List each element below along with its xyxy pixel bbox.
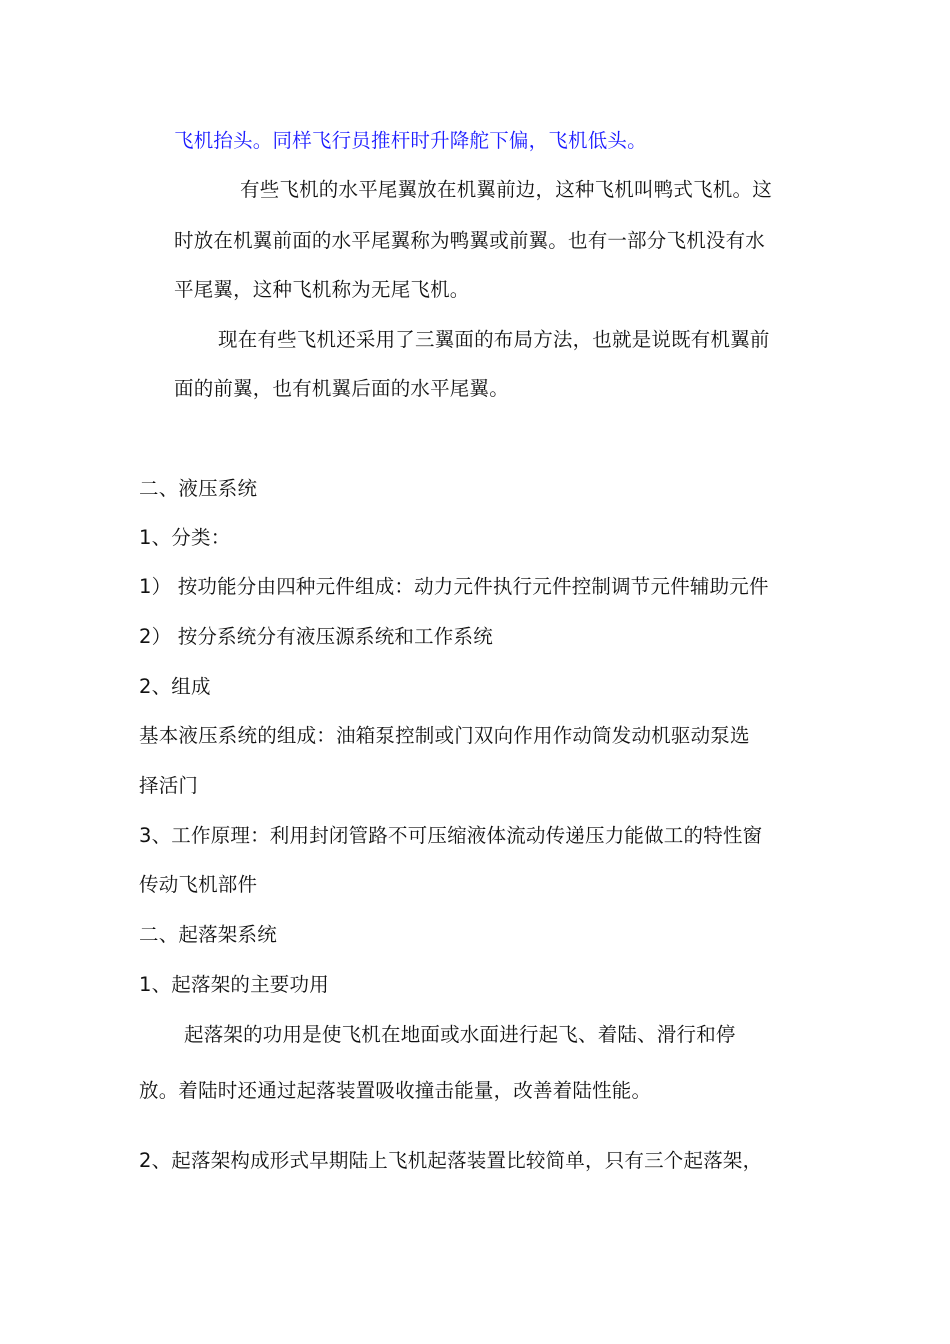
paragraph-line: 起落架的功用是使飞机在地面或水面进行起飞、着陆、滑行和停 — [184, 1023, 736, 1046]
paragraph-line: 有些飞机的水平尾翼放在机翼前边，这种飞机叫鸭式飞机。这 — [240, 178, 772, 201]
section-heading: 二、起落架系统 — [139, 923, 277, 946]
subsection-heading: 2、组成 — [139, 675, 211, 698]
paragraph-line: 放。着陆时还通过起落装置吸收撞击能量，改善着陆性能。 — [139, 1079, 652, 1102]
subsection-heading: 2、起落架构成形式早期陆上飞机起落装置比较简单，只有三个起落架， — [139, 1149, 763, 1172]
list-item: 2） 按分系统分有液压源系统和工作系统 — [139, 625, 493, 648]
section-heading: 二、液压系统 — [139, 477, 258, 500]
list-item: 1） 按功能分由四种元件组成：动力元件执行元件控制调节元件辅助元件 — [139, 575, 769, 598]
paragraph-line: 基本液压系统的组成：油箱泵控制或门双向作用作动筒发动机驱动泵选 — [139, 724, 750, 747]
paragraph-line: 飞机抬头。同样飞行员推杆时升降舵下偏，飞机低头。 — [174, 129, 647, 152]
paragraph-line: 现在有些飞机还采用了三翼面的布局方法，也就是说既有机翼前 — [218, 328, 770, 351]
subsection-heading: 3、工作原理：利用封闭管路不可压缩液体流动传递压力能做工的特性窗 — [139, 824, 763, 847]
paragraph-line: 时放在机翼前面的水平尾翼称为鸭翼或前翼。也有一部分飞机没有水 — [174, 229, 766, 252]
subsection-heading: 1、起落架的主要功用 — [139, 973, 329, 996]
paragraph-line: 择活门 — [139, 774, 199, 797]
paragraph-line: 面的前翼，也有机翼后面的水平尾翼。 — [174, 377, 509, 400]
subsection-heading: 1、分类： — [139, 526, 231, 549]
paragraph-line: 传动飞机部件 — [139, 873, 258, 896]
paragraph-line: 平尾翼，这种飞机称为无尾飞机。 — [174, 278, 470, 301]
